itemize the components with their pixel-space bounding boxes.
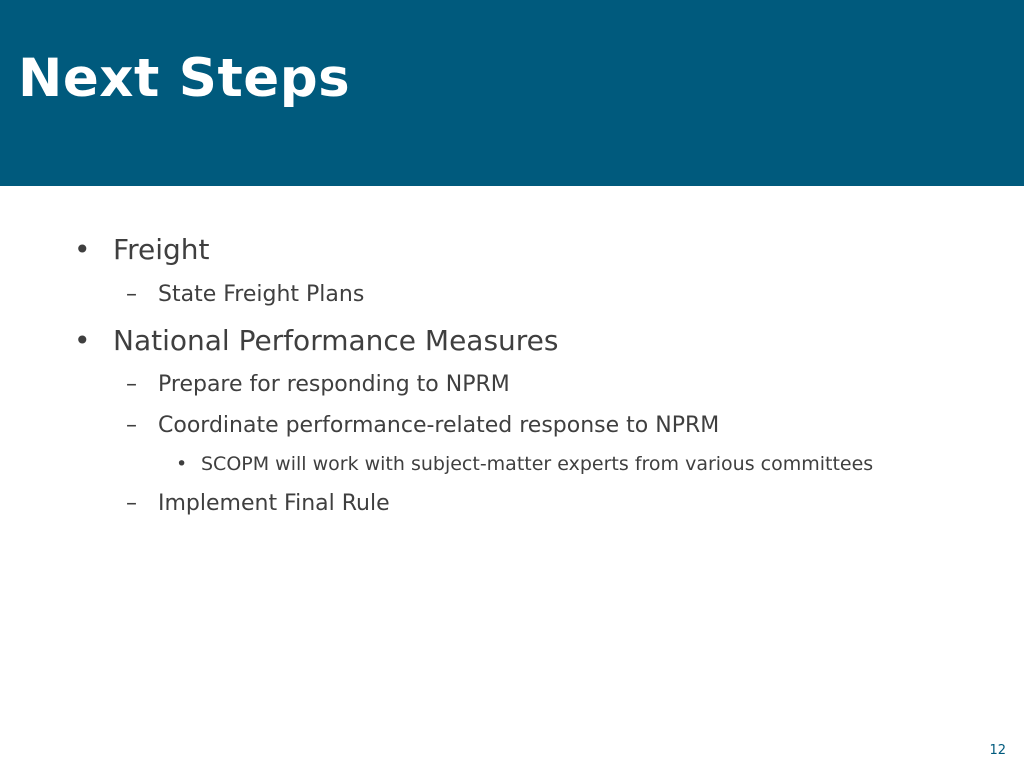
bullet-national-performance-measures-text: National Performance Measures bbox=[113, 324, 559, 357]
sub-bullet-implement-final-rule-text: Implement Final Rule bbox=[158, 491, 390, 516]
bullet-dot-icon: • bbox=[74, 233, 91, 266]
sub-bullet-coordinate-response-text: Coordinate performance-related response to NPRM bbox=[158, 413, 720, 438]
bullet-freight-text: Freight bbox=[113, 233, 210, 266]
bullet-dot-icon: • bbox=[74, 324, 91, 357]
slide-header bbox=[0, 0, 1024, 186]
bullet-dash-icon: – bbox=[126, 413, 137, 438]
bullet-dash-icon: – bbox=[126, 372, 137, 397]
sub-bullet-state-freight-plans-text: State Freight Plans bbox=[158, 282, 365, 307]
slide-title: Next Steps bbox=[18, 48, 351, 109]
page-number: 12 bbox=[989, 743, 1006, 758]
sub-sub-bullet-scopm-text: SCOPM will work with subject-matter experts from various committees bbox=[201, 453, 874, 475]
bullet-dot-icon: • bbox=[176, 453, 188, 475]
bullet-dash-icon: – bbox=[126, 491, 137, 516]
bullet-dash-icon: – bbox=[126, 282, 137, 307]
sub-bullet-prepare-nprm-text: Prepare for responding to NPRM bbox=[158, 372, 510, 397]
